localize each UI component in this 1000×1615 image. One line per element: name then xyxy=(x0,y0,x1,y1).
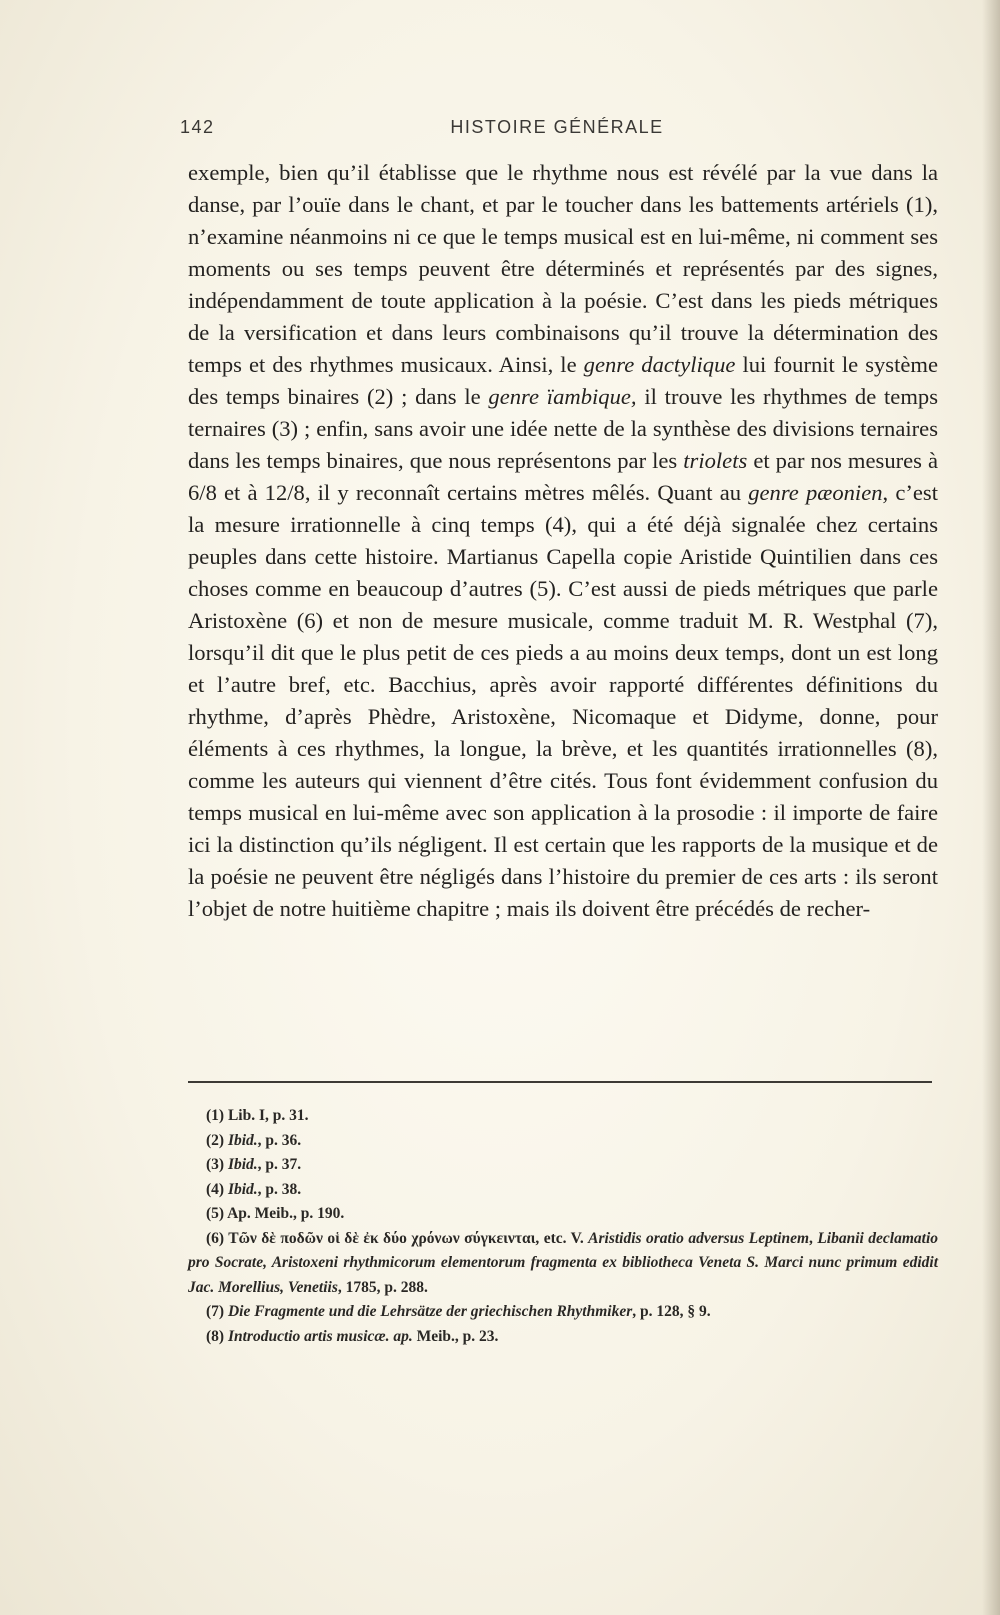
footnote-italic-text: Ibid. xyxy=(227,1156,258,1173)
footnote-text: Lib. I, p. 31. xyxy=(227,1107,309,1124)
footnote-text: , p. 37. xyxy=(257,1156,302,1173)
footnote-text: Ap. Meib., p. 190. xyxy=(227,1205,345,1222)
footnotes xyxy=(188,1104,938,1349)
italic-term: genre ïambique, xyxy=(488,384,637,409)
running-title: HISTOIRE GÉNÉRALE xyxy=(450,117,664,137)
footnote xyxy=(188,1325,938,1350)
running-head xyxy=(180,117,934,147)
footnote-number: (6) xyxy=(206,1229,229,1247)
footnote xyxy=(188,1227,938,1301)
footnote-text: Meib., p. 23. xyxy=(412,1327,499,1345)
footnote-text: , 1785, p. 288. xyxy=(337,1278,428,1296)
footnote-number: (1) xyxy=(206,1107,228,1124)
page-number: 142 xyxy=(180,117,215,137)
page-edge-shadow xyxy=(982,0,1000,1615)
footnote-text: , p. 128, § 9. xyxy=(632,1303,711,1320)
footnote-text: , p. 36. xyxy=(257,1131,302,1149)
italic-term: triolets xyxy=(683,448,748,473)
footnote-italic-text: Introductio artis musicæ. ap. xyxy=(227,1327,413,1345)
footnote-text: Τῶν δὲ ποδῶν οἱ δὲ ἐκ δύο χρόνων σύγκεινται, etc. V. xyxy=(228,1229,589,1247)
italic-term: genre dactylique xyxy=(583,352,736,377)
footnote-text: , p. 38. xyxy=(257,1180,302,1198)
body-text-segment: et par nos mesures à 6/8 et à 12/8, il y reconnaît certains mètres mêlés. Quant au xyxy=(188,448,939,505)
footnote xyxy=(188,1104,938,1129)
footnote-number: (7) xyxy=(206,1303,228,1320)
footnote xyxy=(188,1129,938,1154)
footnote xyxy=(188,1300,938,1325)
footnote-italic-text: Libanii declamatio pro Socrate, Aristoxeni rhythmicorum elementorum fragmenta ex bibliotheca Veneta S. Marci nunc primum edidit Jac. Morellius, Venetiis xyxy=(188,1229,938,1296)
body-text-segment: exemple, bien qu’il établisse que le rhythme nous est révélé par la vue dans la danse, par l’ouïe dans le chant, et par le toucher dans les battements artériels (1), n’examine néanmoins ni ce que le temps musical est en lui-même, ni comment ses moments ou ses temps peuvent être déterminés et représentés par des signes, indépendamment de toute application à la poésie. C’est dans les pieds métriques de la versification et dans leurs combinaisons qu’il trouve la détermination des temps et des rhythmes musicaux. Ainsi, le xyxy=(188,160,938,377)
footnote-italic-text: Ibid. xyxy=(227,1131,258,1149)
footnote-italic-text: Ibid. xyxy=(227,1180,258,1198)
footnote-number: (8) xyxy=(206,1327,228,1345)
footnote-italic-text: Die Fragmente und die Lehrsätze der griechischen Rhythmiker xyxy=(227,1303,633,1320)
footnote xyxy=(188,1153,938,1178)
footnote-number: (5) xyxy=(206,1205,228,1222)
footnote-number: (2) xyxy=(206,1131,228,1149)
footnote xyxy=(188,1202,938,1227)
footnote-divider xyxy=(188,1081,932,1083)
body-text-segment: lui fournit le système des temps binaires (2) ; dans le xyxy=(188,352,939,409)
footnote xyxy=(188,1178,938,1203)
footnote-italic-text: Aristidis oratio adversus Leptinem xyxy=(588,1229,810,1247)
body-text-segment: , c’est la mesure irrationnelle à cinq temps (4), qui a été déjà signalée chez certains peuples dans cette histoire. Martianus Capella copie Aristide Quintilien dans ces choses comme en beaucoup d’autres (5). C’est aussi de pieds métriques que parle Aristoxène (6) et non de mesure musicale, comme traduit M. R. Westphal (7), lorsqu’il dit que le plus petit de ces pieds a au moins deux temps, dont un est long et l’autre bref, etc. Bacchius, après avoir rapporté différentes définitions du rhythme, d’après Phèdre, Aristoxène, Nicomaque et Didyme, donne, pour éléments à ces rhythmes, la longue, la brève, et les quantités irrationnelles (8), comme les auteurs qui viennent d’être cités. Tous font évidemment confusion du temps musical en lui-même avec son application à la prosodie : il importe de faire ici la distinction qu’ils négligent. Il est certain que les rapports de la musique et de la poésie ne peuvent être négligés dans l’histoire du premier de ces arts : ils seront l’objet de notre huitième chapitre ; mais ils doivent être précédés de recher- xyxy=(188,480,938,921)
footnote-number: (3) xyxy=(206,1156,228,1173)
footnote-text: , xyxy=(809,1229,818,1247)
body-paragraph xyxy=(188,157,938,925)
body-text-segment: il trouve les rhythmes de temps ternaires (3) ; enfin, sans avoir une idée nette de la synthèse des divisions ternaires dans les temps binaires, que nous représentons par les xyxy=(188,384,938,473)
italic-term: genre pæonien xyxy=(748,480,883,505)
footnote-number: (4) xyxy=(206,1180,228,1198)
